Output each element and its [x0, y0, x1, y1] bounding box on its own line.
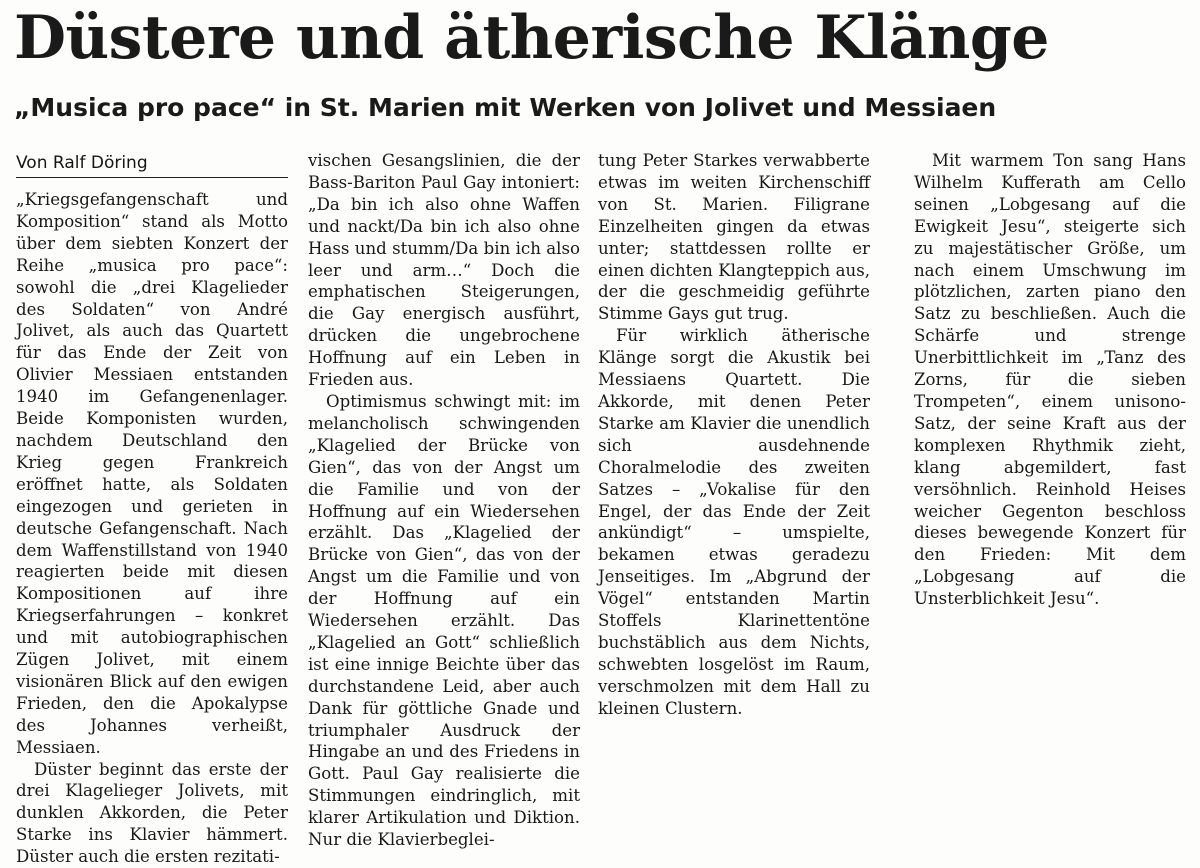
article-column-2	[308, 150, 580, 851]
article-column-4	[914, 150, 1186, 610]
paragraph: Mit warmem Ton sang Hans Wilhelm Kufferath am Cello seinen „Lobgesang auf die Ewigkeit Jesu“, steigerte sich zu majestätischer Größe, um nach einem Umschwung im plötzlichen, zarten piano den Satz zu beschließen. Auch die Schärfe und strenge Unerbittlichkeit im „Tanz des Zorns, für die sieben Trompeten“, einem unisono-Satz, der seine Kraft aus der komplexen Rhythmik zieht, klang abgemildert, fast versöhnlich. Reinhold Heises weicher Gegenton beschloss dieses bewegende Konzert für den Frieden: Mit dem „Lobgesang auf die Unsterblichkeit Jesu“.	[914, 151, 1186, 609]
subheadline: „Musica pro pace“ in St. Marien mit Werken von Jolivet und Messiaen	[14, 93, 997, 122]
paragraph: „Kriegsgefangenschaft und Komposition“ stand als Motto über dem siebten Konzert der Reihe „musica pro pace“: sowohl die „drei Klagelieder des Soldaten“ von André Jolivet, als auch das Quartett für das Ende der Zeit von Olivier Messiaen entstanden 1940 im Gefangenenlager. Beide Komponisten wurden, nachdem Deutschland den Krieg gegen Frankreich eröffnet hatte, als Soldaten eingezogen und gerieten in deutsche Gefangenschaft. Nach dem Waffenstillstand von 1940 reagierten beide mit diesen Kompositionen auf ihre Kriegserfahrungen – konkret und mit autobiographischen Zügen Jolivet, mit einem visionären Blick auf den ewigen Frieden, den die Apokalypse des Johannes verheißt, Messiaen.	[16, 190, 288, 757]
paragraph: Für wirklich ätherische Klänge sorgt die Akustik bei Messiaens Quartett. Die Akkorde, mit denen Peter Starke am Klavier die unendlich sich ausdehnende Choralmelodie des zweiten Satzes – „Vokalise für den Engel, der das Ende der Zeit ankündigt“ – umspielte, bekamen etwas geradezu Jenseitiges. Im „Abgrund der Vögel“ entstanden Martin Stoffels Klarinettentöne buchstäblich aus dem Nichts, schwebten losgelöst im Raum, verschmolzen mit dem Hall zu kleinen Clustern.	[598, 326, 870, 718]
paragraph: vischen Gesangslinien, die der Bass-Bariton Paul Gay intoniert: „Da bin ich also ohne Waffen und nackt/Da bin ich also ohne Hass und stumm/Da bin ich also leer und arm…“ Doch die emphatischen Steigerungen, die Gay energisch ausführt, drücken die ungebrochene Hoffnung auf ein Leben in Frieden aus.	[308, 151, 580, 390]
paragraph: tung Peter Starkes verwabberte etwas im weiten Kirchenschiff von St. Marien. Filigrane Einzelheiten gingen da etwas unter; stattdessen rollte er einen dichten Klangteppich aus, der die geschmeidig geführte Stimme Gays gut trug.	[598, 151, 870, 324]
paragraph: Düster beginnt das erste der drei Klagelieger Jolivets, mit dunklen Akkorden, die Peter Starke ins Klavier hämmert. Düster auch die ersten rezitati-	[16, 759, 288, 867]
headline: Düstere und ätherische Klänge	[14, 3, 1049, 73]
byline: Von Ralf Döring	[16, 152, 288, 178]
article-column-1	[16, 189, 288, 868]
article-column-3	[598, 150, 870, 720]
paragraph: Optimismus schwingt mit: im melancholisch schwingenden „Klagelied der Brücke von Gien“, das von der Angst um die Familie und von der Hoffnung auf ein Wiedersehen erzählt. Das „Klagelied der Brücke von Gien“, das von der Angst um die Familie und von der Hoffnung auf ein Wiedersehen erzählt. Das „Klagelied an Gott“ schließlich ist eine innige Beichte über das durchstandene Leid, aber auch Dank für göttliche Gnade und triumphaler Ausdruck der Hingabe an und des Friedens in Gott. Paul Gay realisierte die Stimmungen eindringlich, mit klarer Artikulation und Diktion. Nur die Klavierbeglei-	[308, 391, 580, 850]
